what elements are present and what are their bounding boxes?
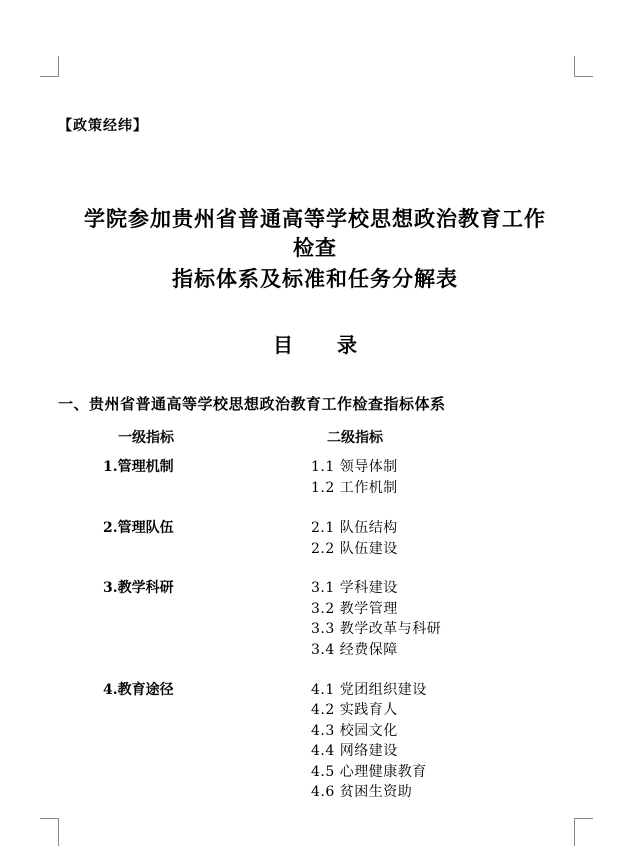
secondary-indicator: 2.2 队伍建设: [311, 541, 398, 557]
crop-mark-top-left: [40, 56, 59, 77]
secondary-indicator: 3.2 教学管理: [311, 601, 398, 617]
section-heading: 一、贵州省普通高等学校思想政治教育工作检查指标体系: [58, 395, 446, 413]
column-tag: 【政策经纬】: [58, 118, 148, 134]
secondary-indicator: 1.1 领导体制: [311, 459, 398, 475]
secondary-indicator: 1.2 工作机制: [311, 480, 398, 496]
column-header-primary: 一级指标: [118, 430, 174, 446]
primary-indicator: 4.教育途径: [103, 682, 174, 698]
secondary-indicator: 4.2 实践育人: [311, 702, 398, 718]
document-title-line-3: 指标体系及标准和任务分解表: [172, 266, 458, 291]
crop-mark-bottom-left: [40, 818, 59, 846]
secondary-indicator: 3.4 经费保障: [311, 642, 398, 658]
secondary-indicator: 3.1 学科建设: [311, 580, 398, 596]
document-title-line-1: 学院参加贵州省普通高等学校思想政治教育工作: [84, 206, 546, 231]
toc-char-1: 目: [273, 333, 293, 357]
toc-char-2: 录: [337, 333, 357, 357]
secondary-indicator: 4.3 校园文化: [311, 723, 398, 739]
secondary-indicator: 4.1 党团组织建设: [311, 682, 427, 698]
table-of-contents-heading: [40, 329, 590, 358]
document-title-line-2: 检查: [293, 235, 337, 260]
crop-mark-top-right: [574, 56, 593, 77]
secondary-indicator: 2.1 队伍结构: [311, 520, 398, 536]
primary-indicator: 1.管理机制: [103, 459, 174, 475]
primary-indicator: 2.管理队伍: [103, 520, 174, 536]
secondary-indicator: 3.3 教学改革与科研: [311, 621, 442, 637]
crop-mark-bottom-right: [574, 818, 593, 846]
secondary-indicator: 4.5 心理健康教育: [311, 764, 427, 780]
secondary-indicator: 4.4 网络建设: [311, 743, 398, 759]
column-header-secondary: 二级指标: [327, 430, 383, 446]
primary-indicator: 3.教学科研: [103, 580, 174, 596]
secondary-indicator: 4.6 贫困生资助: [311, 784, 413, 800]
